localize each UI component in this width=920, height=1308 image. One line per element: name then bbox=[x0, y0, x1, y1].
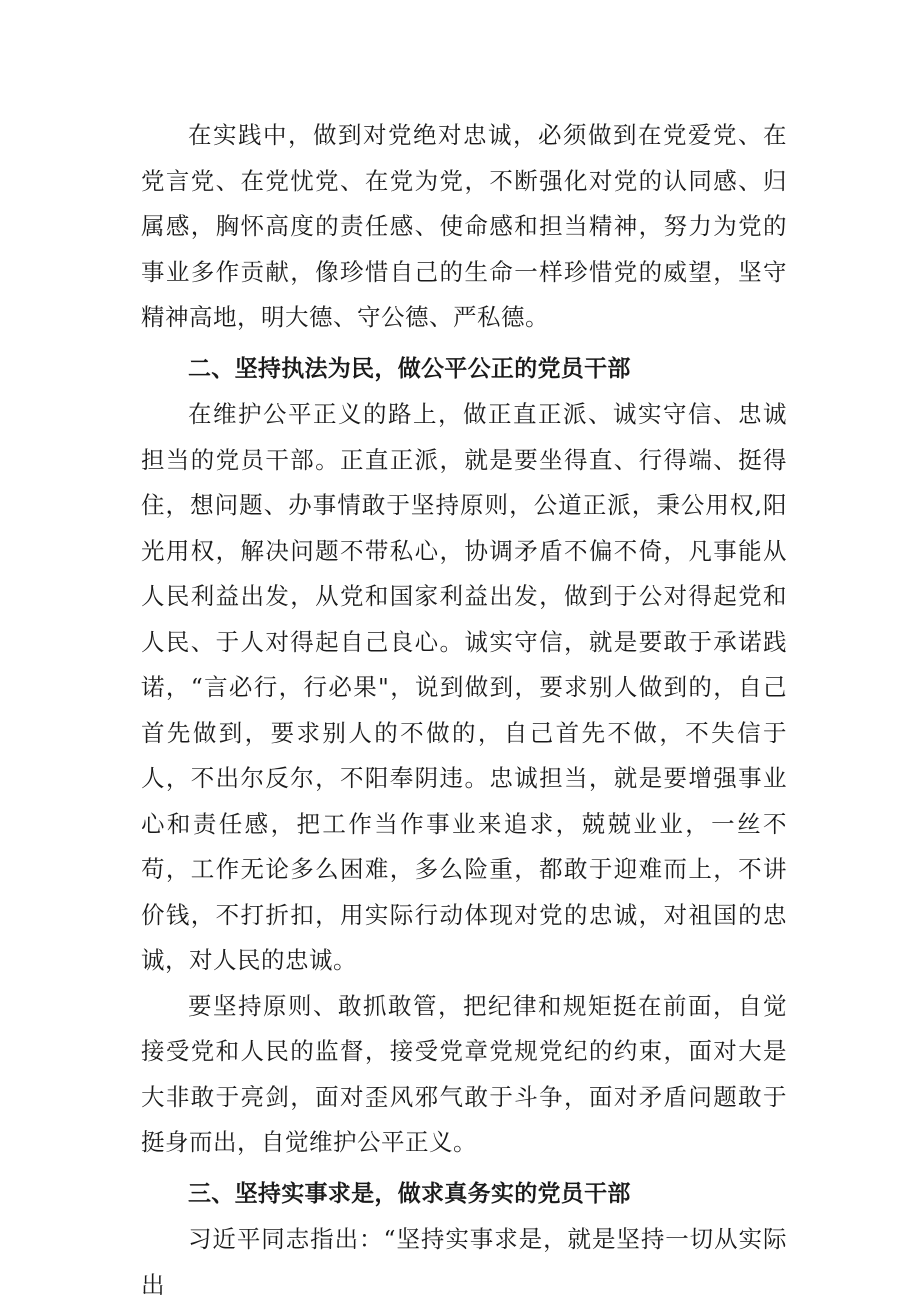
paragraph-principles: 要坚持原则、敢抓敢管，把纪律和规矩挺在前面，自觉接受党和人民的监督，接受党章党规党纪的约束，面对大是大非敢于亮剑，面对歪风邪气敢于斗争，面对矛盾问题敢于挺身而出，自觉维护公平正义。 bbox=[141, 991, 787, 1156]
paragraph-fairness: 在维护公平正义的路上，做正直正派、诚实守信、忠诚担当的党员干部。正直正派，就是要坐得直、行得端、挺得住，想问题、办事情敢于坚持原则，公道正派，秉公用权,阳光用权，解决问题不带私心，协调矛盾不偏不倚，凡事能从人民利益出发，从党和国家利益出发，做到于公对得起党和人民、于人对得起自己良心。诚实守信，就是要敢于承诺践诺，“言必行，行必果"，说到做到，要求别人做到的，自己首先做到，要求别人的不做的，自己首先不做，不失信于人，不出尔反尔，不阳奉阴违。忠诚担当，就是要增强事业心和责任感，把工作当作事业来追求，兢兢业业，一丝不苟，工作无论多么困难，多么险重，都敢于迎难而上，不讲价钱，不打折扣，用实际行动体现对党的忠诚，对祖国的忠诚，对人民的忠诚。 bbox=[141, 400, 787, 974]
section-heading-three: 三、坚持实事求是，做求真务实的党员干部 bbox=[188, 1180, 631, 1207]
document-body bbox=[141, 113, 787, 1308]
paragraph-seek-truth: 习近平同志指出：“坚持实事求是，就是坚持一切从实际出 bbox=[141, 1225, 787, 1299]
paragraph-loyalty-practice: 在实践中，做到对党绝对忠诚，必须做到在党爱党、在党言党、在党忧党、在党为党，不断强化对党的认同感、归属感，胸怀高度的责任感、使命感和担当精神，努力为党的事业多作贡献，像珍惜自己的生命一样珍惜党的威望，坚守精神高地，明大德、守公德、严私德。 bbox=[141, 121, 787, 331]
section-heading-two: 二、坚持执法为民，做公平公正的党员干部 bbox=[188, 355, 631, 382]
